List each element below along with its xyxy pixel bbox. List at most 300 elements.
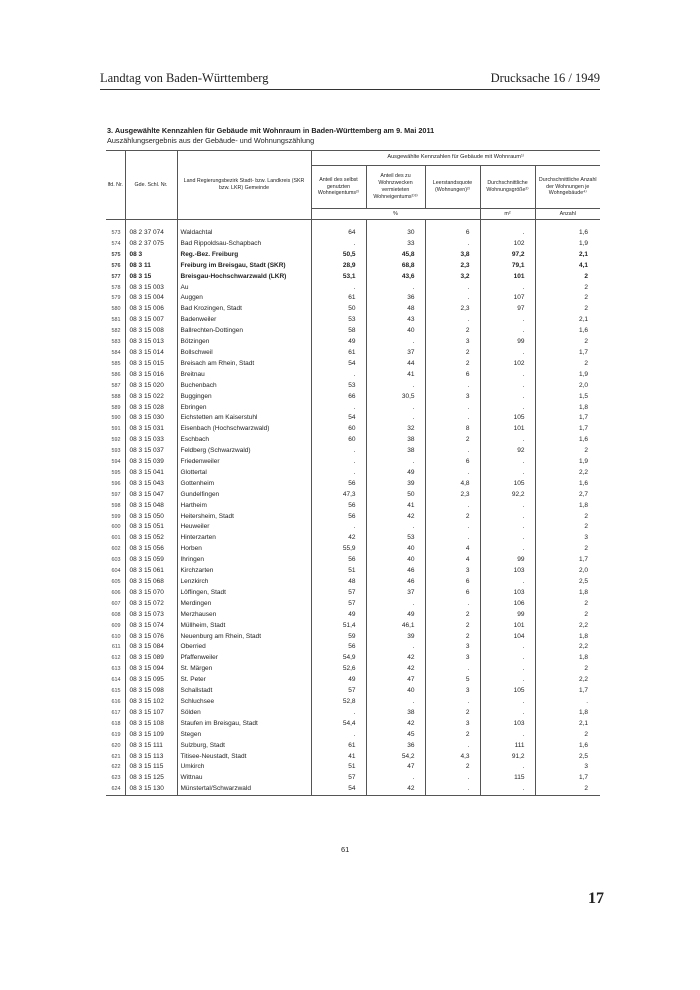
- owner-occupied-share: 56: [311, 642, 366, 653]
- table-row: [106, 653, 600, 664]
- avg-dwellings-per-building: 1,7: [535, 773, 600, 784]
- municipality-code: 08 3 15 043: [125, 479, 177, 490]
- avg-dwellings-per-building: 2,2: [535, 621, 600, 632]
- row-number: 623: [111, 775, 121, 782]
- vacancy-rate: .: [425, 697, 480, 708]
- avg-dwellings-per-building: 1,8: [535, 501, 600, 512]
- owner-occupied-share: 51,4: [311, 621, 366, 632]
- rented-share: 39: [366, 632, 425, 643]
- avg-dwelling-size: 97: [480, 304, 535, 315]
- vacancy-rate: 6: [425, 457, 480, 468]
- row-number: 585: [111, 360, 121, 367]
- municipality-code: 08 3 15 016: [125, 370, 177, 381]
- municipality-name: Reg.-Bez. Freiburg: [177, 250, 311, 261]
- municipality-code: 08 3 15 051: [125, 522, 177, 533]
- avg-dwelling-size: 79,1: [480, 261, 535, 272]
- table-row: [106, 250, 600, 261]
- table-row: [106, 228, 600, 239]
- owner-occupied-share: 56: [311, 479, 366, 490]
- municipality-name: Ballrechten-Dottingen: [177, 326, 311, 337]
- table-row: [106, 370, 600, 381]
- row-number: 576: [111, 262, 121, 269]
- avg-dwellings-per-building: 2,1: [535, 719, 600, 730]
- owner-occupied-share: .: [311, 370, 366, 381]
- municipality-code: 08 3 15 107: [125, 708, 177, 719]
- avg-dwelling-size: .: [480, 784, 535, 795]
- owner-occupied-share: 42: [311, 533, 366, 544]
- vacancy-rate: .: [425, 468, 480, 479]
- avg-dwellings-per-building: 2: [535, 664, 600, 675]
- table-row: [106, 741, 600, 752]
- avg-dwelling-size: .: [480, 533, 535, 544]
- avg-dwelling-size: 107: [480, 293, 535, 304]
- avg-dwellings-per-building: 2: [535, 784, 600, 795]
- municipality-name: Bad Rippoldsau-Schapbach: [177, 239, 311, 250]
- row-number: 575: [111, 251, 121, 258]
- rented-share: 53: [366, 533, 425, 544]
- municipality-code: 08 3 15 008: [125, 326, 177, 337]
- avg-dwellings-per-building: 2: [535, 599, 600, 610]
- row-number: 589: [111, 404, 121, 411]
- row-number: 616: [111, 698, 121, 705]
- owner-occupied-share: 61: [311, 741, 366, 752]
- vacancy-rate: 3: [425, 392, 480, 403]
- avg-dwelling-size: .: [480, 708, 535, 719]
- municipality-name: Pfaffenweiler: [177, 653, 311, 664]
- row-number: 620: [111, 742, 121, 749]
- municipality-name: Eisenbach (Hochschwarzwald): [177, 424, 311, 435]
- rented-share: 46: [366, 577, 425, 588]
- municipality-name: Umkirch: [177, 762, 311, 773]
- table-row: [106, 272, 600, 283]
- row-number: 600: [111, 524, 121, 531]
- avg-dwelling-size: 99: [480, 337, 535, 348]
- vacancy-rate: .: [425, 599, 480, 610]
- avg-dwellings-per-building: 1,7: [535, 686, 600, 697]
- avg-dwellings-per-building: 1,6: [535, 326, 600, 337]
- vacancy-rate: .: [425, 664, 480, 675]
- owner-occupied-share: .: [311, 283, 366, 294]
- owner-occupied-share: 53: [311, 381, 366, 392]
- vacancy-rate: .: [425, 446, 480, 457]
- running-header: [100, 71, 600, 90]
- municipality-name: Merdingen: [177, 599, 311, 610]
- row-number: 590: [111, 415, 121, 422]
- row-number: 608: [111, 611, 121, 618]
- rented-share: 41: [366, 370, 425, 381]
- municipality-code: 08 3 15 015: [125, 359, 177, 370]
- municipality-code: 08 3 15 050: [125, 512, 177, 523]
- row-number: 579: [111, 295, 121, 302]
- municipality-code: 08 3 15 074: [125, 621, 177, 632]
- owner-occupied-share: 61: [311, 348, 366, 359]
- row-number: 604: [111, 568, 121, 575]
- table-subtitle: Auszählungsergebnis aus der Gebäude- und Wohnungszählung: [107, 136, 315, 145]
- rented-share: 43,6: [366, 272, 425, 283]
- table-row: [106, 326, 600, 337]
- vacancy-rate: 2: [425, 348, 480, 359]
- row-number: 578: [111, 284, 121, 291]
- owner-occupied-share: 59: [311, 632, 366, 643]
- municipality-code: 08 3 15 073: [125, 610, 177, 621]
- table-row: [106, 730, 600, 741]
- avg-dwelling-size: .: [480, 501, 535, 512]
- header-code: Gde. Schl. Nr.: [125, 151, 177, 220]
- avg-dwellings-per-building: 3: [535, 533, 600, 544]
- municipality-name: Heitersheim, Stadt: [177, 512, 311, 523]
- rented-share: 30,5: [366, 392, 425, 403]
- vacancy-rate: 6: [425, 588, 480, 599]
- municipality-code: 08 3 15 013: [125, 337, 177, 348]
- municipality-name: Hartheim: [177, 501, 311, 512]
- avg-dwelling-size: .: [480, 730, 535, 741]
- municipality-name: St. Märgen: [177, 664, 311, 675]
- table-row: [106, 413, 600, 424]
- header-lfd: lfd. Nr.: [106, 151, 125, 220]
- municipality-name: Glottertal: [177, 468, 311, 479]
- avg-dwelling-size: .: [480, 392, 535, 403]
- municipality-code: 08 3 15 059: [125, 555, 177, 566]
- spacer-row: [106, 220, 600, 229]
- municipality-code: 08 3 15 109: [125, 730, 177, 741]
- avg-dwelling-size: .: [480, 675, 535, 686]
- owner-occupied-share: 61: [311, 293, 366, 304]
- rented-share: 49: [366, 610, 425, 621]
- avg-dwellings-per-building: 1,7: [535, 424, 600, 435]
- avg-dwellings-per-building: 2: [535, 283, 600, 294]
- vacancy-rate: .: [425, 533, 480, 544]
- avg-dwelling-size: 101: [480, 621, 535, 632]
- table-row: [106, 664, 600, 675]
- avg-dwelling-size: 115: [480, 773, 535, 784]
- header-k5: Durchschnittliche Anzahl der Wohnungen je Wohngebäude⁴⁾: [535, 166, 600, 209]
- avg-dwellings-per-building: 1,8: [535, 588, 600, 599]
- vacancy-rate: 2: [425, 762, 480, 773]
- rented-share: .: [366, 381, 425, 392]
- municipality-name: Sulzburg, Stadt: [177, 741, 311, 752]
- avg-dwelling-size: .: [480, 653, 535, 664]
- vacancy-rate: .: [425, 283, 480, 294]
- rented-share: 48: [366, 304, 425, 315]
- rented-share: .: [366, 522, 425, 533]
- row-number: 584: [111, 349, 121, 356]
- row-number: 581: [111, 317, 121, 324]
- avg-dwellings-per-building: 2: [535, 512, 600, 523]
- owner-occupied-share: 52,6: [311, 664, 366, 675]
- municipality-code: 08 3 15 125: [125, 773, 177, 784]
- avg-dwelling-size: 102: [480, 359, 535, 370]
- header-name: Land Regierungsbezirk Stadt- bzw. Landkreis (SKR bzw. LKR) Gemeinde: [177, 151, 311, 220]
- vacancy-rate: 3: [425, 653, 480, 664]
- table-row: [106, 381, 600, 392]
- vacancy-rate: 3: [425, 686, 480, 697]
- avg-dwellings-per-building: 2,2: [535, 675, 600, 686]
- municipality-code: 08 3 15 130: [125, 784, 177, 795]
- table-row: [106, 675, 600, 686]
- avg-dwellings-per-building: 2,1: [535, 315, 600, 326]
- owner-occupied-share: 52,8: [311, 697, 366, 708]
- municipality-name: Buggingen: [177, 392, 311, 403]
- owner-occupied-share: 66: [311, 392, 366, 403]
- owner-occupied-share: 57: [311, 773, 366, 784]
- owner-occupied-share: 41: [311, 752, 366, 763]
- avg-dwelling-size: 105: [480, 686, 535, 697]
- table-row: [106, 239, 600, 250]
- avg-dwellings-per-building: 1,5: [535, 392, 600, 403]
- rented-share: 42: [366, 653, 425, 664]
- unit-m2: m²: [480, 209, 535, 220]
- vacancy-rate: .: [425, 501, 480, 512]
- rented-share: 38: [366, 708, 425, 719]
- table-row: [106, 512, 600, 523]
- owner-occupied-share: 57: [311, 686, 366, 697]
- municipality-code: 08 3 15 004: [125, 293, 177, 304]
- municipality-name: Wittnau: [177, 773, 311, 784]
- municipality-code: 08 3 15 031: [125, 424, 177, 435]
- avg-dwellings-per-building: 2: [535, 446, 600, 457]
- owner-occupied-share: 50,5: [311, 250, 366, 261]
- municipality-code: 08 3 15 072: [125, 599, 177, 610]
- municipality-name: Waldachtal: [177, 228, 311, 239]
- vacancy-rate: 2: [425, 512, 480, 523]
- avg-dwelling-size: .: [480, 381, 535, 392]
- row-number: 622: [111, 764, 121, 771]
- municipality-name: Eichstetten am Kaiserstuhl: [177, 413, 311, 424]
- rented-share: 36: [366, 741, 425, 752]
- header-k1: Anteil des selbst genutzten Wohneigentums²⁾: [311, 166, 366, 209]
- avg-dwelling-size: .: [480, 403, 535, 414]
- municipality-name: Breisach am Rhein, Stadt: [177, 359, 311, 370]
- row-number: 612: [111, 655, 121, 662]
- table-body: [106, 220, 600, 796]
- municipality-code: 08 3 15 084: [125, 642, 177, 653]
- table-row: [106, 522, 600, 533]
- vacancy-rate: 4: [425, 544, 480, 555]
- avg-dwellings-per-building: 1,6: [535, 479, 600, 490]
- owner-occupied-share: 54,9: [311, 653, 366, 664]
- municipality-name: Neuenburg am Rhein, Stadt: [177, 632, 311, 643]
- row-number: 595: [111, 469, 121, 476]
- row-number: 599: [111, 513, 121, 520]
- vacancy-rate: 6: [425, 370, 480, 381]
- municipality-code: 08 3 15 041: [125, 468, 177, 479]
- row-number: 618: [111, 720, 121, 727]
- row-number: 582: [111, 328, 121, 335]
- vacancy-rate: 2,3: [425, 304, 480, 315]
- municipality-code: 08 2 37 074: [125, 228, 177, 239]
- rented-share: 40: [366, 555, 425, 566]
- owner-occupied-share: 56: [311, 512, 366, 523]
- avg-dwelling-size: 106: [480, 599, 535, 610]
- municipality-name: Kirchzarten: [177, 566, 311, 577]
- owner-occupied-share: 53: [311, 315, 366, 326]
- municipality-name: Lenzkirch: [177, 577, 311, 588]
- header-k4: Durchschnittliche Wohnungsgröße²⁾: [480, 166, 535, 209]
- table-row: [106, 708, 600, 719]
- table-row: [106, 359, 600, 370]
- avg-dwellings-per-building: 2: [535, 610, 600, 621]
- table-row: [106, 555, 600, 566]
- data-table: [106, 150, 600, 796]
- vacancy-rate: .: [425, 403, 480, 414]
- owner-occupied-share: 47,3: [311, 490, 366, 501]
- avg-dwellings-per-building: 1,9: [535, 370, 600, 381]
- municipality-name: Hinterzarten: [177, 533, 311, 544]
- avg-dwellings-per-building: 2: [535, 272, 600, 283]
- unit-count: Anzahl: [535, 209, 600, 220]
- owner-occupied-share: 49: [311, 610, 366, 621]
- vacancy-rate: 2: [425, 708, 480, 719]
- row-number: 609: [111, 622, 121, 629]
- row-number: 610: [111, 633, 121, 640]
- owner-occupied-share: 49: [311, 337, 366, 348]
- municipality-name: Breitnau: [177, 370, 311, 381]
- rented-share: 33: [366, 239, 425, 250]
- rented-share: 40: [366, 326, 425, 337]
- avg-dwelling-size: .: [480, 435, 535, 446]
- rented-share: 68,8: [366, 261, 425, 272]
- row-number: 583: [111, 339, 121, 346]
- municipality-name: Stegen: [177, 730, 311, 741]
- row-number: 624: [106, 784, 125, 795]
- avg-dwellings-per-building: 1,9: [535, 457, 600, 468]
- table-row: [106, 261, 600, 272]
- vacancy-rate: .: [425, 381, 480, 392]
- table-row: [106, 762, 600, 773]
- avg-dwelling-size: 99: [480, 610, 535, 621]
- owner-occupied-share: 64: [311, 228, 366, 239]
- row-number: 611: [111, 644, 121, 651]
- rented-share: 37: [366, 348, 425, 359]
- avg-dwellings-per-building: 1,6: [535, 228, 600, 239]
- table-row: [106, 348, 600, 359]
- vacancy-rate: 6: [425, 228, 480, 239]
- owner-occupied-share: 58: [311, 326, 366, 337]
- avg-dwellings-per-building: 2,0: [535, 566, 600, 577]
- avg-dwelling-size: .: [480, 762, 535, 773]
- rented-share: 39: [366, 479, 425, 490]
- table-row: [106, 283, 600, 294]
- avg-dwelling-size: .: [480, 283, 535, 294]
- table-row: [106, 293, 600, 304]
- header-k3: Leerstandsquote (Wohnungen)²⁾: [425, 166, 480, 209]
- rented-share: .: [366, 283, 425, 294]
- avg-dwellings-per-building: 1,8: [535, 708, 600, 719]
- avg-dwelling-size: .: [480, 577, 535, 588]
- vacancy-rate: 2,3: [425, 490, 480, 501]
- table-row: [106, 697, 600, 708]
- table-row: [106, 773, 600, 784]
- avg-dwelling-size: .: [480, 512, 535, 523]
- rented-share: 47: [366, 675, 425, 686]
- row-number: 588: [111, 393, 121, 400]
- municipality-code: 08 3 15 006: [125, 304, 177, 315]
- vacancy-rate: .: [425, 239, 480, 250]
- header-right: Drucksache 16 / 1949: [490, 71, 600, 85]
- owner-occupied-share: 28,9: [311, 261, 366, 272]
- municipality-name: Breisgau-Hochschwarzwald (LKR): [177, 272, 311, 283]
- avg-dwellings-per-building: 2,0: [535, 381, 600, 392]
- vacancy-rate: 2: [425, 730, 480, 741]
- avg-dwellings-per-building: 1,7: [535, 413, 600, 424]
- rented-share: 42: [366, 664, 425, 675]
- owner-occupied-share: 50: [311, 304, 366, 315]
- owner-occupied-share: .: [311, 708, 366, 719]
- avg-dwelling-size: 103: [480, 719, 535, 730]
- municipality-name: Staufen im Breisgau, Stadt: [177, 719, 311, 730]
- municipality-code: 08 3 15: [125, 272, 177, 283]
- avg-dwellings-per-building: 2: [535, 359, 600, 370]
- avg-dwelling-size: .: [480, 697, 535, 708]
- rented-share: 40: [366, 686, 425, 697]
- municipality-name: St. Peter: [177, 675, 311, 686]
- owner-occupied-share: 54: [311, 359, 366, 370]
- table-row: [106, 610, 600, 621]
- municipality-code: 08 3 15 076: [125, 632, 177, 643]
- table-row: [106, 632, 600, 643]
- municipality-code: 08 3 15 048: [125, 501, 177, 512]
- header-left: Landtag von Baden-Württemberg: [100, 71, 269, 85]
- rented-share: .: [366, 403, 425, 414]
- owner-occupied-share: 56: [311, 501, 366, 512]
- avg-dwellings-per-building: 1,8: [535, 653, 600, 664]
- vacancy-rate: 2: [425, 610, 480, 621]
- rented-share: 40: [366, 544, 425, 555]
- row-number: 601: [111, 535, 121, 542]
- municipality-name: Merzhausen: [177, 610, 311, 621]
- avg-dwellings-per-building: 2: [535, 544, 600, 555]
- municipality-name: Sölden: [177, 708, 311, 719]
- municipality-name: Löffingen, Stadt: [177, 588, 311, 599]
- owner-occupied-share: 51: [311, 566, 366, 577]
- rented-share: 38: [366, 446, 425, 457]
- vacancy-rate: 3: [425, 642, 480, 653]
- owner-occupied-share: 51: [311, 762, 366, 773]
- avg-dwellings-per-building: 1,6: [535, 435, 600, 446]
- row-number: 592: [111, 437, 121, 444]
- owner-occupied-share: 55,9: [311, 544, 366, 555]
- avg-dwelling-size: 103: [480, 566, 535, 577]
- avg-dwellings-per-building: 2: [535, 730, 600, 741]
- municipality-name: Gottenheim: [177, 479, 311, 490]
- rented-share: .: [366, 599, 425, 610]
- municipality-code: 08 2 37 075: [125, 239, 177, 250]
- row-number: 593: [111, 448, 121, 455]
- avg-dwelling-size: .: [480, 315, 535, 326]
- vacancy-rate: 4,3: [425, 752, 480, 763]
- row-number: 603: [111, 557, 121, 564]
- row-number: 573: [111, 230, 121, 236]
- municipality-code: 08 3 15 098: [125, 686, 177, 697]
- vacancy-rate: 5: [425, 675, 480, 686]
- owner-occupied-share: 49: [311, 675, 366, 686]
- avg-dwellings-per-building: 1,7: [535, 348, 600, 359]
- avg-dwellings-per-building: 2: [535, 337, 600, 348]
- vacancy-rate: 3: [425, 337, 480, 348]
- rented-share: .: [366, 642, 425, 653]
- owner-occupied-share: 57: [311, 599, 366, 610]
- municipality-name: Gundelfingen: [177, 490, 311, 501]
- vacancy-rate: 3: [425, 566, 480, 577]
- avg-dwellings-per-building: 1,8: [535, 632, 600, 643]
- document-page-number: 17: [588, 890, 604, 907]
- row-number: 607: [111, 600, 121, 607]
- avg-dwelling-size: .: [480, 642, 535, 653]
- rented-share: .: [366, 773, 425, 784]
- municipality-code: 08 3 15 102: [125, 697, 177, 708]
- municipality-code: 08 3: [125, 250, 177, 261]
- table-row: [106, 490, 600, 501]
